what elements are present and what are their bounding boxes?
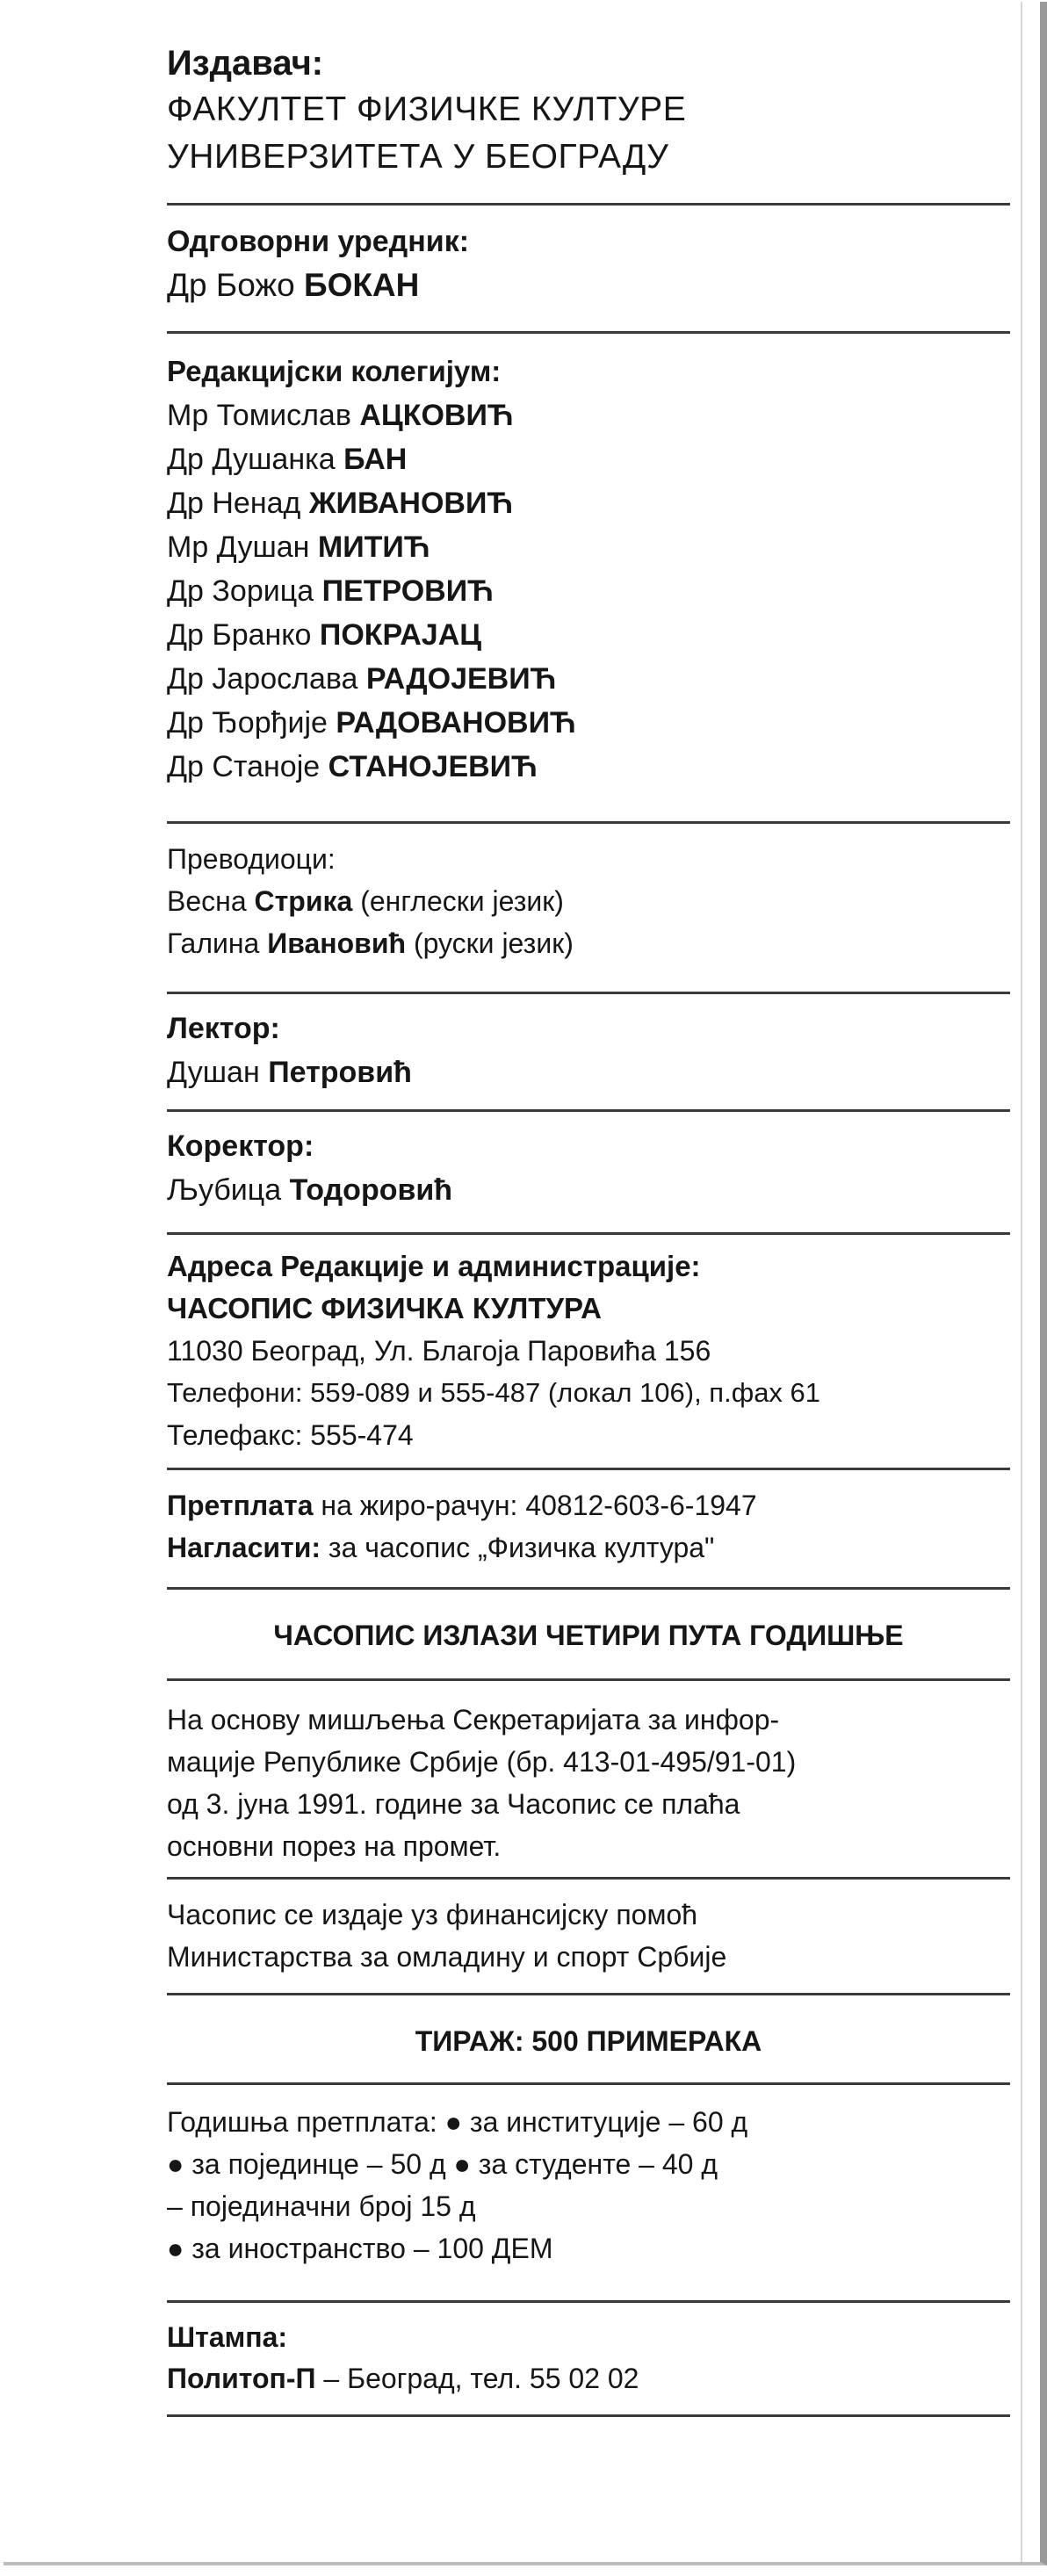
- translator-2-lang: (руски језик): [413, 927, 574, 959]
- tax-note-line: На основу мишљења Секретаријата за инфор-: [167, 1704, 780, 1735]
- publisher-line-2: УНИВЕРЗИТЕТА У БЕОГРАДУ: [167, 138, 669, 176]
- annual-subscription-line: Годишња претплата: ● за институције – 60 д: [167, 2106, 748, 2138]
- subscription-label: Претплата: [167, 1490, 314, 1521]
- lector-name: [167, 1050, 1010, 1094]
- lector-section: [167, 994, 1010, 1112]
- member-surname: БАН: [343, 443, 408, 476]
- corrector-first: Љубица: [167, 1173, 282, 1207]
- tax-note-section: [167, 1681, 1010, 1880]
- editor-surname: БОКАН: [303, 267, 420, 303]
- printer-details: – Београд, тел. 55 02 02: [323, 2363, 639, 2394]
- subscription-account-text: на жиро-рачун: 40812-603-6-1947: [321, 1490, 757, 1521]
- address-name: ЧАСОПИС ФИЗИЧКА КУЛТУРА: [167, 1292, 602, 1324]
- editorial-board-list: [167, 393, 1010, 789]
- member-surname: АЦКОВИЋ: [359, 399, 514, 432]
- funding-section: [167, 1880, 1010, 1995]
- member-surname: СТАНОЈЕВИЋ: [328, 750, 538, 783]
- editorial-board-member: [167, 701, 1010, 745]
- translator-2-last: Ивановић: [267, 927, 407, 959]
- editorial-board-member: [167, 569, 1010, 613]
- circulation-section: [167, 1995, 1010, 2085]
- member-title: Др Ненад: [167, 487, 301, 520]
- tax-note-line: основни порез на промет.: [167, 1830, 502, 1862]
- tax-note-line: од 3. јуна 1991. године за Часопис се плаћа: [167, 1788, 740, 1820]
- corrector-section: [167, 1112, 1010, 1235]
- translators-label: Преводиоци:: [167, 843, 336, 875]
- member-title: Мр Душан: [167, 530, 310, 564]
- editorial-board-member: [167, 525, 1010, 569]
- annual-subscription-line: ● за појединце – 50 д ● за студенте – 40 д: [167, 2148, 718, 2180]
- note-text: за часопис „Физичка култура": [328, 1532, 715, 1563]
- member-surname: РАДОВАНОВИЋ: [336, 706, 576, 740]
- editorial-board-member: [167, 657, 1010, 701]
- funding-text: [167, 1894, 1010, 1978]
- lector-last: Петровић: [268, 1056, 412, 1089]
- printing-info: [167, 2357, 1010, 2399]
- address-phones: Телефони: 559-089 и 555-487 (локал 106), п.фах 61: [167, 1377, 821, 1408]
- translator-1: [167, 880, 1010, 922]
- annual-subscription-line: – појединачни број 15 д: [167, 2190, 476, 2222]
- member-title: Др Јарослава: [167, 662, 358, 696]
- subscription-note: [167, 1526, 1010, 1569]
- publisher-section: [167, 33, 1010, 206]
- member-title: Мр Томислав: [167, 399, 351, 432]
- member-title: Др Станоје: [167, 750, 321, 783]
- editorial-board-member: [167, 393, 1010, 437]
- translator-2: [167, 922, 1010, 964]
- tax-note-text: [167, 1699, 1010, 1867]
- subscription-account: [167, 1484, 1010, 1526]
- member-surname: ПОКРАЈАЦ: [319, 618, 482, 652]
- annual-subscription-line: ● за иностранство – 100 ДЕМ: [167, 2233, 553, 2264]
- editorial-board-member: [167, 745, 1010, 789]
- address-fax: Телефакс: 555-474: [167, 1419, 414, 1451]
- translator-1-first: Весна: [167, 885, 247, 917]
- corrector-last: Тодоровић: [289, 1173, 453, 1207]
- publisher-line-1: ФАКУЛТЕТ ФИЗИЧКЕ КУЛТУРЕ: [167, 90, 687, 128]
- tax-note-line: мације Републике Србије (бр. 413-01-495/91-01): [167, 1746, 797, 1778]
- editorial-board-member: [167, 613, 1010, 657]
- address-street: 11030 Београд, Ул. Благоја Паровића 156: [167, 1335, 711, 1367]
- subscription-section: [167, 1470, 1010, 1590]
- editor-in-chief-section: [167, 206, 1010, 334]
- editorial-board-section: [167, 334, 1010, 824]
- translator-2-first: Галина: [167, 927, 260, 959]
- lector-first: Душан: [167, 1056, 260, 1089]
- lector-label: Лектор:: [167, 1012, 280, 1045]
- corrector-label: Коректор:: [167, 1129, 314, 1163]
- circulation-heading: ТИРАЖ: 500 ПРИМЕРАКА: [415, 2025, 762, 2057]
- translator-1-lang: (енглески језик): [360, 885, 564, 917]
- member-surname: МИТИЋ: [317, 530, 430, 564]
- address-section: [167, 1235, 1010, 1470]
- editor-in-chief-label: Одговорни уредник:: [167, 225, 470, 258]
- frequency-heading: ЧАСОПИС ИЗЛАЗИ ЧЕТИРИ ПУТА ГОДИШЊЕ: [273, 1620, 904, 1651]
- member-surname: ПЕТРОВИЋ: [321, 574, 494, 608]
- member-surname: ЖИВАНОВИЋ: [308, 487, 514, 520]
- editorial-board-member: [167, 437, 1010, 481]
- printing-section: [167, 2303, 1010, 2417]
- corrector-name: [167, 1168, 1010, 1212]
- address-label: Адреса Редакције и администрације:: [167, 1250, 701, 1282]
- frequency-section: [167, 1590, 1010, 1681]
- member-title: Др Ђорђије: [167, 706, 328, 740]
- member-title: Др Зорица: [167, 574, 314, 608]
- page: [4, 2, 1047, 2565]
- annual-subscription-text: [167, 2101, 1010, 2269]
- member-title: Др Душанка: [167, 443, 336, 476]
- editor-in-chief-name: [167, 263, 1010, 307]
- editor-title: Др Божо: [167, 267, 295, 303]
- printer-name: Политоп-П: [167, 2363, 316, 2394]
- translators-section: [167, 824, 1010, 994]
- annual-subscription-section: [167, 2085, 1010, 2303]
- masthead: [167, 33, 1010, 2417]
- printing-label: Штампа:: [167, 2321, 288, 2353]
- note-label: Нагласити:: [167, 1532, 321, 1563]
- member-surname: РАДОЈЕВИЋ: [365, 662, 557, 696]
- editorial-board-label: Редакцијски колегијум:: [167, 355, 502, 387]
- translator-1-last: Стрика: [254, 885, 353, 917]
- editorial-board-member: [167, 481, 1010, 525]
- member-title: Др Бранко: [167, 618, 312, 652]
- funding-line: Министарства за омладину и спорт Србије: [167, 1941, 727, 1973]
- publisher-label: Издавач:: [167, 44, 324, 83]
- funding-line: Часопис се издаје уз финансијску помоћ: [167, 1899, 698, 1930]
